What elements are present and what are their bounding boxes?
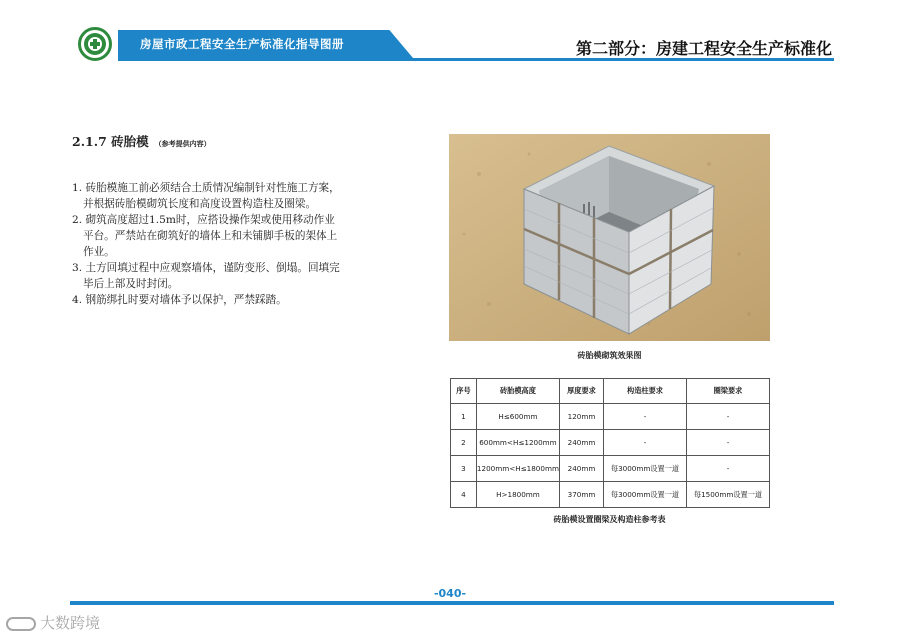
table-row: [451, 456, 770, 482]
table-row: [451, 404, 770, 430]
list-item: 1. 砖胎模施工前必须结合土质情况编制针对性施工方案，并根据砖胎模砌筑长度和高度设置构造柱及圈梁。: [72, 182, 340, 210]
watermark: [6, 612, 100, 633]
watermark-text: 大数跨境: [40, 614, 101, 632]
table-cell: 1200mm<H≤1800mm: [476, 456, 559, 482]
table-cell: 每1500mm设置一道: [687, 482, 770, 508]
table-cell: 370mm: [559, 482, 603, 508]
table-cell: -: [687, 430, 770, 456]
figure-caption: 砖胎模砌筑效果图: [577, 351, 642, 360]
section-title: 第二部分：房建工程安全生产标准化: [575, 39, 832, 58]
requirement-list: [72, 180, 340, 308]
section-heading: [72, 132, 211, 150]
list-item: 4. 钢筋绑扎时要对墙体予以保护，严禁踩踏。: [72, 294, 287, 306]
table-cell: -: [604, 430, 687, 456]
header-title: 房屋市政工程安全生产标准化指导图册: [140, 37, 344, 51]
table-caption: 砖胎模设置圈梁及构造柱参考表: [553, 515, 666, 524]
heading-note: （参考提供内容）: [154, 139, 211, 148]
table-row: [451, 482, 770, 508]
table-header-cell: 砖胎模高度: [476, 379, 559, 404]
brick-formwork-illustration: [449, 134, 770, 341]
reference-table: [450, 378, 770, 508]
table-cell: 600mm<H≤1200mm: [476, 430, 559, 456]
table-header-cell: 圈梁要求: [687, 379, 770, 404]
table-cell: H>1800mm: [476, 482, 559, 508]
page-number: -040-: [433, 587, 467, 600]
list-item: 3. 土方回填过程中应观察墙体，谨防变形、倒塌。回填完毕后上部及时封闭。: [72, 262, 340, 290]
watermark-icon: [6, 617, 36, 631]
table-cell: 240mm: [559, 430, 603, 456]
table-cell: 240mm: [559, 456, 603, 482]
table-cell: 120mm: [559, 404, 603, 430]
table-cell: 4: [451, 482, 477, 508]
table-header-cell: 构造柱要求: [604, 379, 687, 404]
table-cell: 每3000mm设置一道: [604, 482, 687, 508]
table-cell: 3: [451, 456, 477, 482]
list-item: 2. 砌筑高度超过1.5m时，应搭设操作架或使用移动作业平台。严禁站在砌筑好的墙体上和未铺脚手板的架体上作业。: [72, 214, 338, 258]
heading-text: 2.1.7 砖胎模: [72, 134, 149, 149]
table-cell: -: [604, 404, 687, 430]
table-row: [451, 430, 770, 456]
table-cell: 1: [451, 404, 477, 430]
table-header-cell: 厚度要求: [559, 379, 603, 404]
table-cell: -: [687, 456, 770, 482]
table-header-cell: 序号: [451, 379, 477, 404]
table-cell: 2: [451, 430, 477, 456]
table-cell: H≤600mm: [476, 404, 559, 430]
logo-icon: [78, 27, 112, 61]
table-header-row: [451, 379, 770, 404]
footer-rule: [70, 601, 834, 605]
table-cell: -: [687, 404, 770, 430]
table-cell: 每3000mm设置一道: [604, 456, 687, 482]
